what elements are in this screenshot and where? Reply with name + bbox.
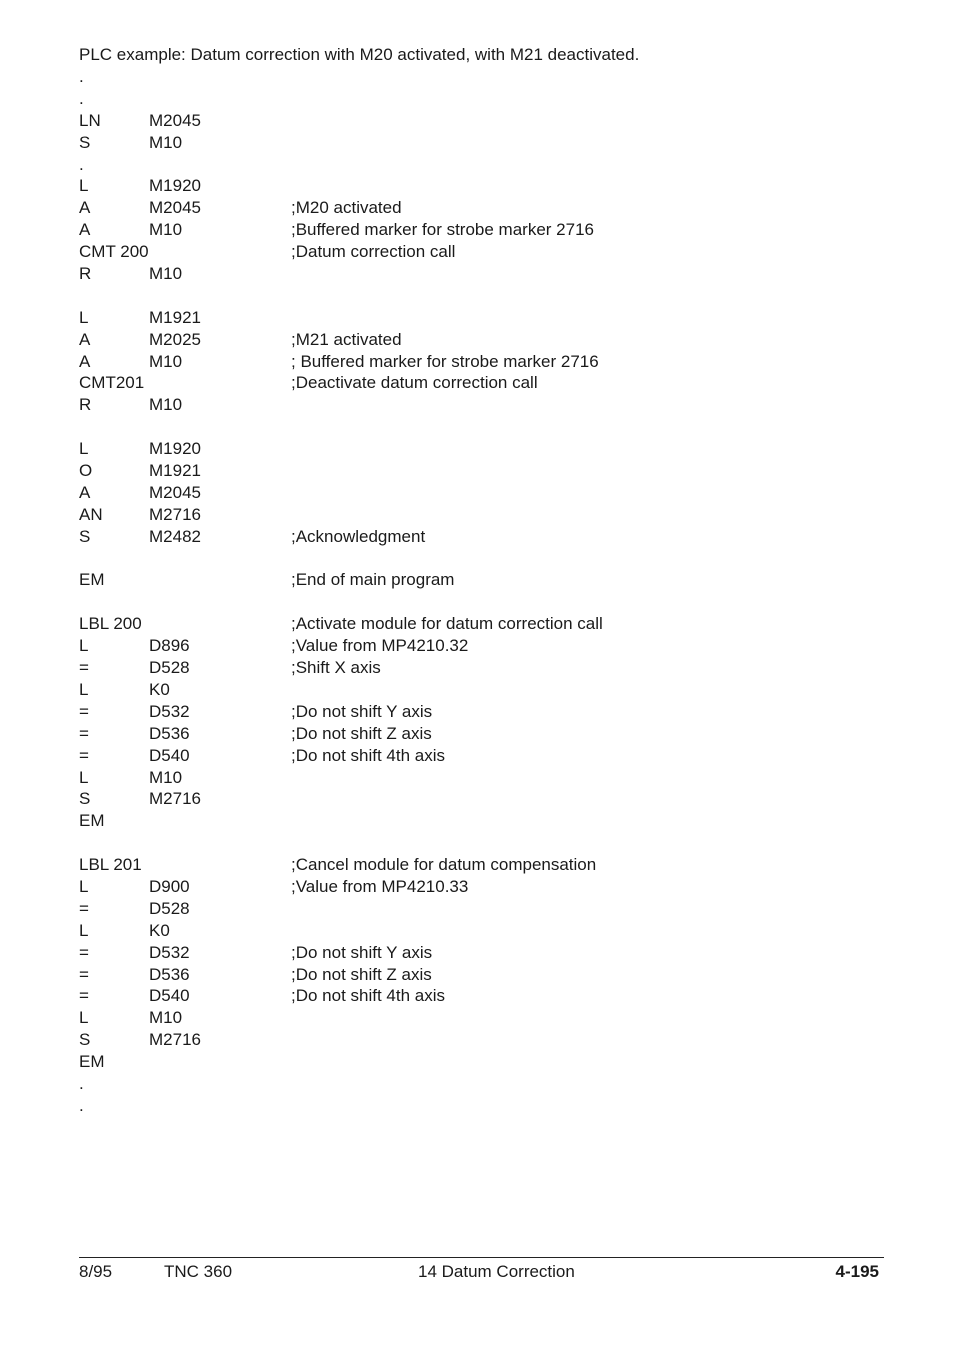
code-line [79,613,879,635]
code-operand: M10 [149,132,183,152]
code-line [79,985,879,1007]
code-comment: ;Do not shift Y axis [291,942,433,962]
code-comment: ;Do not shift Z axis [291,964,432,984]
code-line [79,329,879,351]
code-instruction: = [79,964,89,984]
code-instruction: S [79,132,91,152]
code-operand: D540 [149,745,190,765]
code-instruction: = [79,745,89,765]
code-operand: M2716 [149,1030,201,1050]
code-line [79,394,879,416]
code-instruction: S [79,526,91,546]
code-instruction: EM [79,1052,105,1072]
code-line [79,504,879,526]
code-operand: M10 [149,264,183,284]
code-instruction: AN [79,504,103,524]
code-instruction: A [79,329,91,349]
code-line [79,920,879,942]
code-operand: M2716 [149,789,201,809]
code-operand: M10 [149,1008,183,1028]
code-operand: M10 [149,220,183,240]
code-line [79,569,879,591]
code-line [79,263,879,285]
code-line [79,132,879,154]
code-line [79,591,879,613]
code-operand: D536 [149,723,190,743]
footer-model: TNC 360 [164,1262,233,1281]
code-line [79,942,879,964]
code-comment: ;M21 activated [291,329,402,349]
code-line [79,285,879,307]
code-line [79,307,879,329]
code-line [79,635,879,657]
code-operand: K0 [149,920,170,940]
code-instruction: A [79,220,91,240]
code-line [79,876,879,898]
code-instruction: EM [79,570,105,590]
code-line [79,66,879,88]
code-operand: D540 [149,986,190,1006]
code-operand: D528 [149,658,190,678]
code-operand: M2045 [149,482,201,502]
code-operand: M2045 [149,110,201,130]
code-instruction: . [79,1073,84,1093]
code-instruction: LBL 200 [79,614,142,634]
code-line [79,526,879,548]
code-instruction: L [79,307,89,327]
code-comment: ;Datum correction call [291,242,456,262]
code-comment: ;Value from MP4210.32 [291,636,469,656]
code-instruction: L [79,767,89,787]
code-operand: D896 [149,636,190,656]
code-line [79,482,879,504]
code-line [79,854,879,876]
code-line [79,964,879,986]
code-instruction: . [79,1095,84,1115]
code-instruction: L [79,176,89,196]
code-operand: M10 [149,395,183,415]
code-line [79,1051,879,1073]
code-instruction: . [79,88,84,108]
code-comment: ;Do not shift Y axis [291,701,433,721]
code-line [79,219,879,241]
code-comment: ;Do not shift 4th axis [291,745,446,765]
code-line [79,110,879,132]
code-operand: M1921 [149,307,201,327]
code-line [79,351,879,373]
code-line [79,745,879,767]
footer-divider [79,1257,884,1258]
code-instruction: . [79,67,84,86]
code-line [79,1095,879,1117]
code-instruction: = [79,986,89,1006]
code-line [79,175,879,197]
code-line [79,679,879,701]
code-comment: ;Value from MP4210.33 [291,876,469,896]
code-line [79,657,879,679]
code-instruction: S [79,1030,91,1050]
code-comment: ;Do not shift 4th axis [291,986,446,1006]
code-comment: ;Acknowledgment [291,526,426,546]
code-line [79,154,879,176]
code-comment: ;M20 activated [291,198,402,218]
code-operand: M2045 [149,198,201,218]
code-line [79,701,879,723]
code-line [79,241,879,263]
code-instruction: CMT 200 [79,242,149,262]
code-operand: M1921 [149,461,201,481]
code-instruction: O [79,461,93,481]
code-comment: ;Shift X axis [291,658,381,678]
code-instruction: = [79,723,89,743]
code-instruction: R [79,264,92,284]
footer-section-title: 14 Datum Correction [418,1262,575,1281]
code-line [79,197,879,219]
code-line [79,548,879,570]
code-line [79,1029,879,1051]
code-instruction: A [79,482,91,502]
page-title: PLC example: Datum correction with M20 activated, with M21 deactivated. [79,45,640,64]
code-line [79,810,879,832]
code-comment: ;Cancel module for datum compensation [291,855,597,875]
code-operand: M10 [149,767,183,787]
code-operand: D532 [149,942,190,962]
code-line [79,767,879,789]
code-instruction: = [79,701,89,721]
code-line [79,372,879,394]
code-instruction: EM [79,811,105,831]
code-instruction: = [79,898,89,918]
code-line [79,723,879,745]
code-instruction: L [79,439,89,459]
code-line [79,438,879,460]
code-operand: D528 [149,898,190,918]
code-operand: D900 [149,876,190,896]
code-operand: K0 [149,679,170,699]
code-operand: M1920 [149,439,201,459]
footer-date: 8/95 [79,1262,113,1281]
code-operand: M2482 [149,526,201,546]
code-instruction: L [79,920,89,940]
code-operand: D532 [149,701,190,721]
code-instruction: R [79,395,92,415]
code-instruction: LN [79,110,101,130]
code-instruction: A [79,351,91,371]
code-instruction: L [79,636,89,656]
code-line [79,832,879,854]
code-instruction: = [79,942,89,962]
code-comment: ; Buffered marker for strobe marker 2716 [291,351,599,371]
code-comment: ;Deactivate datum correction call [291,373,538,393]
plc-code-listing [79,66,879,1117]
code-line [79,788,879,810]
code-instruction: S [79,789,91,809]
code-operand: M2716 [149,504,201,524]
code-comment: ;End of main program [291,570,455,590]
code-line [79,1007,879,1029]
code-line [79,898,879,920]
code-line [79,1073,879,1095]
code-operand: M1920 [149,176,201,196]
code-instruction: L [79,876,89,896]
code-instruction: L [79,1008,89,1028]
code-comment: ;Do not shift Z axis [291,723,432,743]
code-instruction: LBL 201 [79,855,142,875]
code-instruction: CMT201 [79,373,145,393]
code-instruction: A [79,198,91,218]
code-instruction: . [79,154,84,174]
code-operand: M10 [149,351,183,371]
footer-page-number: 4-195 [835,1262,879,1281]
code-operand: D536 [149,964,190,984]
code-instruction: L [79,679,89,699]
code-operand: M2025 [149,329,201,349]
code-line [79,460,879,482]
code-line [79,88,879,110]
code-instruction: = [79,658,89,678]
code-comment: ;Activate module for datum correction call [291,614,603,634]
code-line [79,416,879,438]
code-comment: ;Buffered marker for strobe marker 2716 [291,220,594,240]
